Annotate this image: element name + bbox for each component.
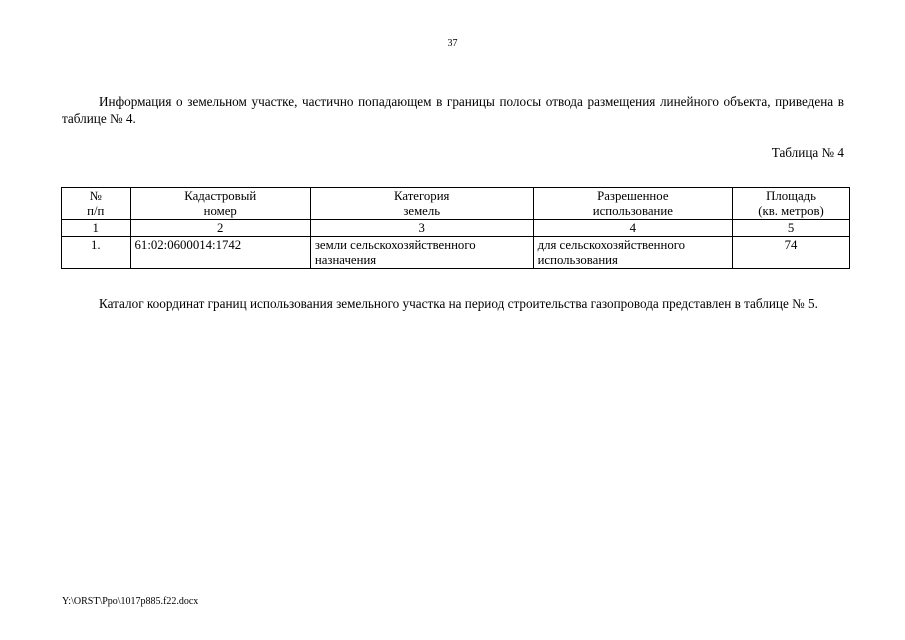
header-area-line2: (кв. метров): [758, 204, 824, 218]
header-category: [310, 188, 533, 220]
header-number: [62, 188, 131, 220]
permitted-usage-line1: для сельскохозяйственного: [537, 238, 686, 252]
header-cadastral: [130, 188, 310, 220]
header-area-line1: Площадь: [766, 189, 816, 203]
header-area: [733, 188, 850, 220]
header-number-line2: п/п: [87, 204, 105, 218]
row-number-cell: 1.: [62, 237, 131, 269]
page-number: 37: [447, 38, 458, 49]
column-number: 4: [533, 220, 733, 237]
table-caption: Таблица № 4: [771, 145, 844, 160]
area-cell: 74: [733, 237, 850, 269]
header-usage-line2: использование: [592, 204, 673, 218]
land-category-line1: земли сельскохозяйственного: [314, 238, 476, 252]
table-header-row: [62, 188, 850, 220]
cadastral-number-cell: 61:02:0600014:1742: [130, 237, 310, 269]
table-row: [62, 237, 850, 269]
header-cadastral-line1: Кадастровый: [184, 189, 257, 203]
header-category-line1: Категория: [393, 189, 450, 203]
header-number-line1: №: [89, 189, 102, 203]
header-cadastral-line2: номер: [203, 204, 237, 218]
catalog-paragraph: Каталог координат границ использования земельного участка на период строительства газопровода представлен в таблице № 5.: [99, 296, 818, 311]
column-number: 3: [310, 220, 533, 237]
land-category-line2: назначения: [314, 253, 377, 267]
header-usage: [533, 188, 733, 220]
footer-file-path: Y:\ORST\Ppo\1017p885.f22.docx: [62, 596, 199, 607]
column-number: 2: [130, 220, 310, 237]
permitted-usage-cell: [533, 237, 733, 269]
intro-paragraph: Информация о земельном участке, частично попадающем в границы полосы отвода размещения линейного объекта, приведена в таблице № 4.: [62, 94, 844, 126]
column-number-row: [62, 220, 850, 237]
column-number: 1: [62, 220, 131, 237]
permitted-usage-line2: использования: [537, 253, 618, 267]
header-category-line2: земель: [403, 204, 441, 218]
column-number: 5: [733, 220, 850, 237]
land-category-cell: [310, 237, 533, 269]
land-plot-table: [61, 187, 850, 269]
header-usage-line1: Разрешенное: [597, 189, 669, 203]
